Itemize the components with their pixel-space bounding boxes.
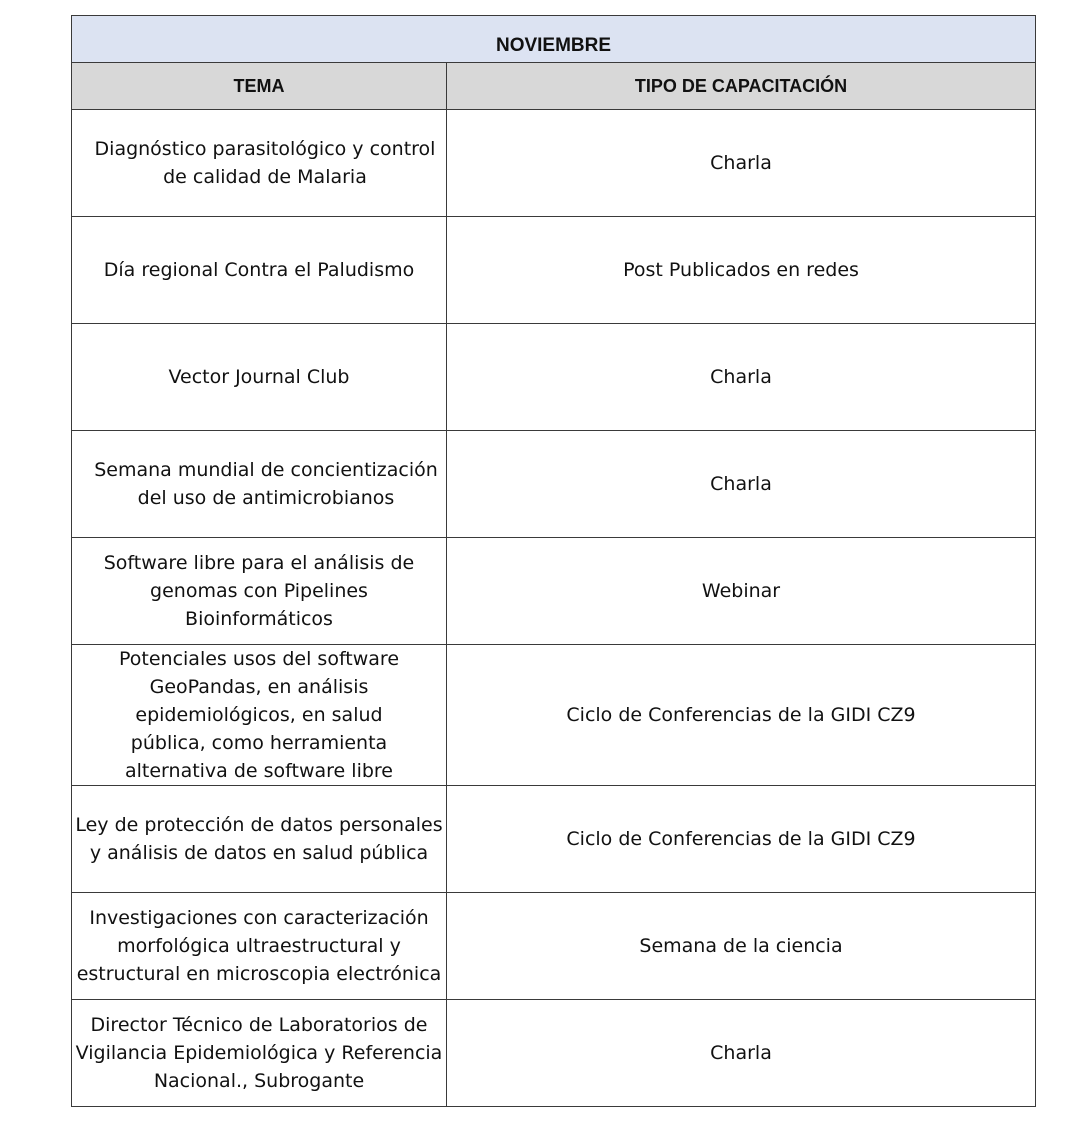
column-header-tema: TEMA: [72, 63, 447, 110]
tipo-cell: Semana de la ciencia: [447, 893, 1036, 1000]
table-row: [72, 645, 1036, 786]
tema-cell: Vector Journal Club: [72, 324, 447, 431]
table-row: [72, 1000, 1036, 1107]
tema-cell: Diagnóstico parasitológico y control de calidad de Malaria: [72, 110, 447, 217]
month-header-row: [72, 16, 1036, 63]
tipo-cell: Post Publicados en redes: [447, 217, 1036, 324]
tipo-cell: Charla: [447, 1000, 1036, 1107]
tema-cell: Día regional Contra el Paludismo: [72, 217, 447, 324]
tipo-cell: Charla: [447, 431, 1036, 538]
table-row: [72, 324, 1036, 431]
column-header-row: [72, 63, 1036, 110]
tipo-cell: Ciclo de Conferencias de la GIDI CZ9: [447, 645, 1036, 786]
table-row: [72, 893, 1036, 1000]
tema-cell: Software libre para el análisis de genomas con Pipelines Bioinformáticos: [72, 538, 447, 645]
tema-cell: Investigaciones con caracterización morfológica ultraestructural y estructural en microscopia electrónica: [72, 893, 447, 1000]
training-table: [71, 15, 1036, 1107]
table-row: [72, 217, 1036, 324]
table-row: [72, 110, 1036, 217]
table-row: [72, 431, 1036, 538]
column-header-tipo: TIPO DE CAPACITACIÓN: [447, 63, 1036, 110]
tema-cell: Director Técnico de Laboratorios de Vigilancia Epidemiológica y Referencia Nacional., Subrogante: [72, 1000, 447, 1107]
table-row: [72, 538, 1036, 645]
tipo-cell: Charla: [447, 324, 1036, 431]
tema-cell: Potenciales usos del software GeoPandas, en análisis epidemiológicos, en salud pública, como herramienta alternativa de software libre: [72, 645, 447, 786]
month-title: NOVIEMBRE: [72, 16, 1036, 63]
tipo-cell: Charla: [447, 110, 1036, 217]
table-row: [72, 786, 1036, 893]
tipo-cell: Ciclo de Conferencias de la GIDI CZ9: [447, 786, 1036, 893]
tema-cell: Semana mundial de concientización del uso de antimicrobianos: [72, 431, 447, 538]
tipo-cell: Webinar: [447, 538, 1036, 645]
tema-cell: Ley de protección de datos personales y análisis de datos en salud pública: [72, 786, 447, 893]
